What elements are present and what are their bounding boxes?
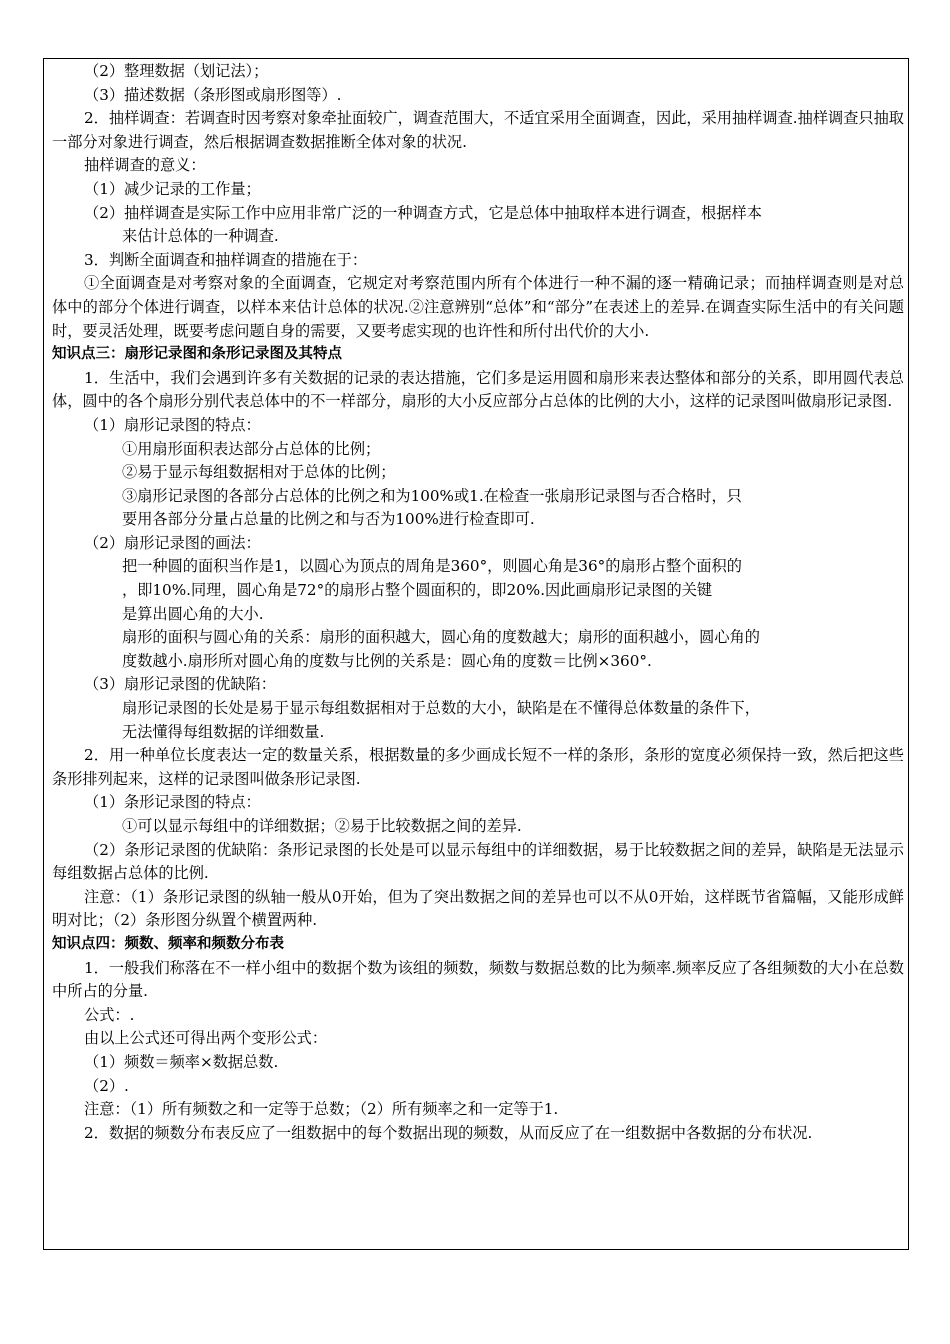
text-line: 抽样调查的意义： [84, 156, 206, 175]
document-body [52, 60, 904, 1145]
text-line: ，即10%.同理，圆心角是72°的扇形占整个圆面积的，即20%.因此画扇形记录图的关键 [122, 581, 713, 600]
text-line: （2）扇形记录图的画法： [84, 533, 261, 552]
text-line: （2）抽样调查是实际工作中应用非常广泛的一种调查方式，它是总体中抽取样本进行调查，根据样本 [84, 203, 762, 222]
text-line: 来估计总体的一种调查. [122, 227, 279, 246]
text-line: （1）条形记录图的特点： [84, 793, 261, 812]
text-line: ①可以显示每组中的详细数据；②易于比较数据之间的差异. [122, 817, 522, 835]
text-line: 把一种圆的面积当作是1，以圆心为顶点的周角是360°，则圆心角是36°的扇形占整个面积的 [122, 557, 742, 576]
text-line: 扇形的面积与圆心角的关系：扇形的面积越大，圆心角的度数越大；扇形的面积越小，圆心角的 [122, 628, 760, 647]
text-line: ②易于显示每组数据相对于总体的比例； [122, 463, 396, 482]
paragraph: 注意：（1）条形记录图的纵轴一般从0开始，但为了突出数据之间的差异也可以不从0开始，这样既节省篇幅，又能形成鲜明对比；（2）条形图分纵置个横置两种. [52, 887, 904, 930]
text-line: ①用扇形面积表达部分占总体的比例； [122, 439, 381, 458]
text-line: ③扇形记录图的各部分占总体的比例之和为100%或1.在检查一张扇形记录图与否合格时，只 [122, 486, 742, 505]
text-line: （2）. [84, 1076, 129, 1095]
paragraph: 1．一般我们称落在不一样小组中的数据个数为该组的频数，频数与数据总数的比为频率.频率反应了各组频数的大小在总数中所占的分量. [52, 958, 904, 1001]
text-line: （3）描述数据（条形图或扇形图等）. [84, 85, 342, 104]
text-line: 3．判断全面调查和抽样调查的措施在于： [84, 250, 368, 269]
text-line: 2．数据的频数分布表反应了一组数据中的每个数据出现的频数，从而反应了在一组数据中各数据的分布状况. [84, 1123, 813, 1142]
text-line: 要用各部分分量占总量的比例之和与否为100%进行检查即可. [122, 510, 535, 529]
text-line: 由以上公式还可得出两个变形公式： [84, 1029, 327, 1048]
text-line: （2）整理数据（划记法）； [84, 62, 269, 80]
text-line: （1）扇形记录图的特点： [84, 415, 261, 434]
paragraph: 1．生活中，我们会遇到许多有关数据的记录的表达措施，它们多是运用圆和扇形来表达整体和部分的关系，即用圆代表总体，圆中的各个扇形分别代表总体中的不一样部分，扇形的大小反应部分占总体的比例的大小，这样的记录图叫做扇形记录图. [52, 368, 904, 411]
text-line: 是算出圆心角的大小. [122, 604, 264, 623]
paragraph: （2）条形记录图的优缺陷：条形记录图的长处是可以显示每组中的详细数据，易于比较数据之间的差异，缺陷是无法显示每组数据占总体的比例. [52, 840, 904, 883]
text-line: （3）扇形记录图的优缺陷： [84, 675, 276, 694]
section-heading: 知识点四：频数、频率和频数分布表 [52, 935, 284, 952]
text-line: 扇形记录图的长处是易于显示每组数据相对于总数的大小，缺陷是在不懂得总体数量的条件下， [122, 699, 760, 718]
text-line: 注意：（1）所有频数之和一定等于总数；（2）所有频率之和一定等于1. [84, 1100, 559, 1119]
text-line: （1）减少记录的工作量； [84, 179, 261, 198]
text-line: 公式：. [84, 1005, 135, 1024]
section-heading: 知识点三：扇形记录图和条形记录图及其特点 [52, 346, 342, 363]
paragraph: ①全面调查是对考察对象的全面调查，它规定对考察范围内所有个体进行一种不漏的逐一精确记录；而抽样调查则是对总体中的部分个体进行调查，以样本来估计总体的状况.②注意辨别“总体”和“部分”在表述上的差异.在调查实际生活中的有关问题时，要灵活处理，既要考虑问题自身的需要，又要考虑实现的也许性和所付出代价的大小. [52, 274, 904, 340]
text-line: 无法懂得每组数据的详细数量. [122, 722, 325, 741]
paragraph: 2．用一种单位长度表达一定的数量关系，根据数量的多少画成长短不一样的条形，条形的宽度必须保持一致，然后把这些条形排列起来，这样的记录图叫做条形记录图. [52, 746, 904, 788]
paragraph: 2．抽样调查：若调查时因考察对象牵扯面较广，调查范围大，不适宜采用全面调查，因此，采用抽样调查.抽样调查只抽取一部分对象进行调查，然后根据调查数据推断全体对象的状况. [52, 109, 904, 151]
text-line: （1）频数＝频率×数据总数. [84, 1052, 279, 1071]
text-line: 度数越小.扇形所对圆心角的度数与比例的关系是：圆心角的度数＝比例×360°. [122, 651, 652, 670]
